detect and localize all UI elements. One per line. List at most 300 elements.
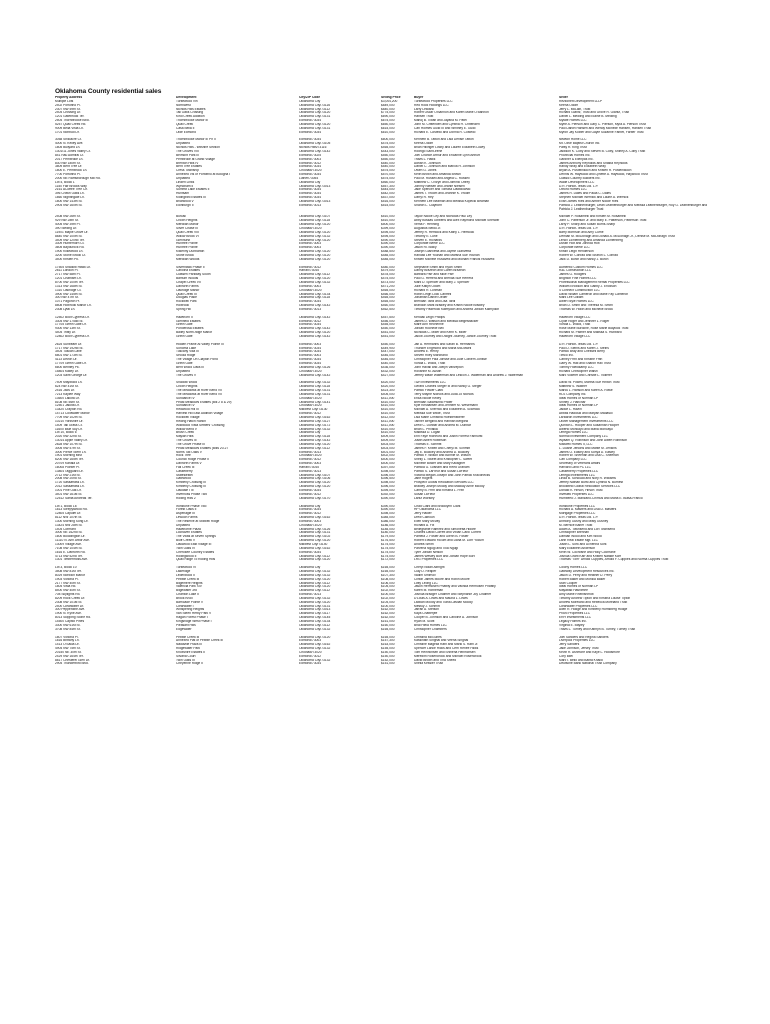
cell-selling-price: $410,000 bbox=[381, 431, 395, 435]
cell-city-zip: Oklahoma City/73112 bbox=[299, 589, 331, 593]
cell-property-address: 2416 Jacs Dr. bbox=[55, 389, 75, 393]
cell-city-zip: Oklahoma City/73132 bbox=[299, 280, 331, 284]
cell-development: Forest Oaks II bbox=[176, 508, 197, 512]
cell-seller: Cory Bilel bbox=[559, 654, 573, 658]
cell-property-address: 4713 NW 52nd Ter. bbox=[55, 554, 83, 558]
cell-city-zip: Oklahoma City/73132 bbox=[299, 573, 331, 577]
cell-property-address: 2000 NE Ramsborough Mill Rd. bbox=[55, 176, 101, 180]
cell-seller: Colony Homes LLC bbox=[559, 566, 588, 570]
cell-property-address: 8013 Skipping Stone Rd. bbox=[55, 616, 91, 620]
cell-property-address: 3304 NW 175dd St. bbox=[55, 319, 84, 323]
cell-buyer: Keena Odom bbox=[414, 142, 434, 146]
cell-seller: Olivier Management Investments LLC bbox=[559, 419, 614, 423]
cell-property-address: 7213 Kaylee Way bbox=[55, 392, 81, 396]
cell-buyer: Robin Leigh Lock Cantrell bbox=[414, 292, 452, 296]
cell-property-address: 3058 Shiloacre Ct. bbox=[55, 138, 82, 142]
cell-development: Bilgewater 3rd bbox=[176, 589, 197, 593]
cell-seller: Larry P. Sharp and Susan Burns-Sharp bbox=[559, 223, 616, 227]
cell-development: Griffin Gate bbox=[176, 334, 193, 338]
cell-buyer: Joshua Bradger Chalmer and Stephanie Joy Chalmer bbox=[414, 593, 492, 597]
cell-property-address: 1701 Nonbud Dr. bbox=[55, 130, 80, 134]
cell-selling-price: $540,000 bbox=[381, 165, 395, 169]
cell-buyer: Cooper B. Johnson and Caroline A. Johnson bbox=[414, 616, 479, 620]
cell-seller: Provincial Homes Inc. bbox=[559, 153, 591, 157]
cell-seller: Amy Marie Rheinshmidt bbox=[559, 593, 594, 597]
cell-city-zip: Edmond/73034 bbox=[299, 300, 322, 304]
cell-city-zip: Choctaw/73020 bbox=[299, 650, 322, 654]
cell-selling-price: $402,000 bbox=[381, 454, 395, 458]
cell-buyer: Patrick Fowler Clark bbox=[414, 389, 444, 393]
cell-selling-price: $410,000 bbox=[381, 404, 395, 408]
cell-city-zip: Oklahoma City/73120 bbox=[299, 250, 331, 254]
cell-selling-price: $465,000 bbox=[381, 288, 395, 292]
cell-selling-price: $510,000 bbox=[381, 219, 395, 223]
cell-selling-price: $409,000 bbox=[381, 435, 395, 439]
cell-development: Rolling Hills 2 bbox=[176, 496, 196, 500]
cell-city-zip: Oklahoma City/73120 bbox=[299, 600, 331, 604]
cell-development: The Groves III bbox=[176, 439, 197, 443]
cell-city-zip: Oklahoma City/73120 bbox=[299, 230, 331, 234]
cell-city-zip: Edmond/73034 bbox=[299, 323, 322, 327]
cell-property-address: 3400 Kristen Pk. bbox=[55, 257, 79, 261]
cell-selling-price: $443,000 bbox=[381, 149, 395, 153]
cell-selling-price: $485,000 bbox=[381, 253, 395, 257]
cell-development: Burcall bbox=[176, 215, 186, 219]
cell-seller: Adam A. Townsend and Lori Townsend bbox=[559, 527, 615, 531]
cell-selling-price: $401,000 bbox=[381, 450, 395, 454]
cell-development: Twin Oaks III bbox=[176, 658, 195, 662]
cell-development: The Groves V bbox=[176, 373, 197, 377]
cell-selling-price: $412,000 bbox=[381, 415, 395, 419]
cell-buyer: Brian Hillinger Lowry and Lauren Elizabeth Lowry bbox=[414, 146, 485, 150]
cell-selling-price: $465,000 bbox=[381, 146, 395, 150]
cell-development: Glenhurst bbox=[176, 238, 191, 242]
cell-selling-price: $550,000 bbox=[381, 153, 395, 157]
cell-buyer: Carl Holmes Guild III and Whitney E. Guild bbox=[414, 126, 476, 130]
cell-city-zip: Oklahoma City/73112 bbox=[299, 554, 331, 558]
cell-property-address: 2404 Crossing Dr. bbox=[55, 111, 82, 115]
cell-development: Aspenagle III bbox=[176, 512, 195, 516]
cell-property-address: 12501 Jakota Dr. bbox=[55, 404, 80, 408]
cell-development: Hidden Prairie At Valley Pointe III bbox=[176, 342, 224, 346]
cell-development: Casa Bella II bbox=[176, 126, 195, 130]
cell-development: Ponderosa Estates bbox=[176, 327, 204, 331]
cell-buyer: Barbara Parr and Mike Parr bbox=[414, 273, 454, 277]
cell-seller: Vonda L. Wood, Trust bbox=[559, 323, 591, 327]
cell-seller: Anthony Gushy and Misty Gushey bbox=[559, 519, 609, 523]
cell-development: Wildwood Vista Settlers' Crossing bbox=[176, 423, 225, 427]
cell-city-zip: Oklahoma City/73120 bbox=[299, 558, 331, 562]
cell-development: Danforth Farms V bbox=[176, 462, 202, 466]
cell-property-address: 2017 Pembroke Ln. bbox=[55, 157, 84, 161]
cell-property-address: 7709 NW 102th St. bbox=[55, 415, 83, 419]
cell-city-zip: Oklahoma City/73120 bbox=[299, 331, 331, 335]
cell-development: Rockwell Village bbox=[176, 415, 200, 419]
cell-buyer: Ellen Mary McVay bbox=[414, 519, 440, 523]
cell-buyer: Christopher Paul Jonsse and Julie Conlern Jonsse bbox=[414, 358, 487, 362]
cell-development: Shadow Wood bbox=[176, 381, 198, 385]
cell-buyer: Larry LeBlanc bbox=[414, 107, 435, 111]
cell-city-zip: Oklahoma City/73120 bbox=[299, 277, 331, 281]
cell-seller: Mayabad Hashimee bbox=[559, 589, 588, 593]
cell-property-address: 4404 Tribly Dr. bbox=[55, 331, 76, 335]
cell-development: The Grove Phase III bbox=[176, 442, 206, 446]
cell-seller: Abbas Hadioud and Maryan Madasol bbox=[559, 412, 613, 416]
cell-property-address: 1800 NW 143th St. bbox=[55, 199, 83, 203]
cell-property-address: 1150 Fair Brooks Way bbox=[55, 184, 87, 188]
cell-selling-price: $450,000 bbox=[381, 342, 395, 346]
cell-development: Belmont Park III bbox=[176, 153, 200, 157]
cell-seller: RLS Company Inc. bbox=[559, 392, 587, 396]
cell-property-address: 16008 Pointer Pl. bbox=[55, 465, 80, 469]
cell-buyer: Patrick S. LaFleur and Susan LaFleur bbox=[414, 469, 469, 473]
cell-selling-price: $400,000 bbox=[381, 462, 395, 466]
cell-seller: Robert W. Sheehan and Lisa C. Sheehan bbox=[559, 454, 619, 458]
cell-seller: Humberto J. Manzano-Chimus and Maria E. Blasa-Franco bbox=[559, 496, 643, 500]
cell-seller: Lenox Lichtenberg and Amanda Lichtenberg bbox=[559, 238, 623, 242]
cell-seller: Marcu L. Hanson and Karen A. Rowe bbox=[559, 389, 613, 393]
cell-development: Danforth Farms bbox=[176, 284, 199, 288]
cell-property-address: 1720 Sassafrass Ln. bbox=[55, 481, 85, 485]
cell-seller: Mary Elizabeth Anderson bbox=[559, 546, 596, 550]
cell-development: Turtlewood VI bbox=[176, 566, 196, 570]
cell-development: Pleasant Hills bbox=[176, 623, 196, 627]
cell-development: Twin Oaks IV bbox=[176, 546, 196, 550]
cell-selling-price: $410,000 bbox=[381, 412, 395, 416]
cell-city-zip: Oklahoma City/73120 bbox=[299, 585, 331, 589]
cell-buyer: Andrea Smith bbox=[414, 542, 434, 546]
cell-seller: Brookfield Global Relocation Services LLC bbox=[559, 485, 621, 489]
cell-city-zip: Edmond/73013 bbox=[299, 469, 322, 473]
cell-property-address: 3005 NW 57th St. bbox=[55, 446, 81, 450]
cell-development: The Groves VIII bbox=[176, 149, 199, 153]
cell-development: Crown Heights bbox=[176, 219, 198, 223]
cell-city-zip: Oklahoma City/73162 bbox=[299, 415, 331, 419]
cell-city-zip: Oklahoma City/73132 bbox=[299, 627, 331, 631]
cell-property-address: 2161 ACoffee Tree Cir. bbox=[55, 188, 88, 192]
cell-city-zip: Edmond/73012 bbox=[299, 458, 322, 462]
cell-selling-price: $157,300 bbox=[381, 639, 395, 643]
cell-city-zip: Edmond/73012 bbox=[299, 161, 322, 165]
cell-selling-price: $420,000 bbox=[381, 381, 395, 385]
cell-buyer: Pamela J. Foster and Glenn B. Foster bbox=[414, 535, 469, 539]
cell-city-zip: Oklahoma City/73120 bbox=[299, 238, 331, 242]
cell-city-zip: Edmond/73034 bbox=[299, 550, 322, 554]
cell-seller: Thomas W. Hollin and Michelle Brock bbox=[559, 307, 613, 311]
cell-selling-price: $450,000 bbox=[381, 327, 395, 331]
cell-seller: Richard M. Palmer and Malissa S. Hubbard bbox=[559, 331, 622, 335]
cell-city-zip: Oklahoma City/73120 bbox=[299, 485, 331, 489]
cell-development: The Villas at Seven Springs bbox=[176, 535, 216, 539]
cell-selling-price: $473,000 bbox=[381, 280, 395, 284]
cell-buyer: Lotty Leong LLC bbox=[414, 581, 438, 585]
cell-city-zip: Edmond/73003 bbox=[299, 246, 322, 250]
cell-buyer: Kenneth Lee Beaman and Melissa Kopecki Beaman bbox=[414, 199, 490, 203]
cell-property-address: 10210 Yorkshire Dr. bbox=[55, 419, 84, 423]
cell-development: Douglas Place bbox=[176, 296, 197, 300]
cell-development: Redwood Hill III bbox=[176, 408, 199, 412]
cell-seller: Paul Daniel Hansen and Wendy Michelle Hansen, Hansen Trust bbox=[559, 126, 652, 130]
cell-selling-price: $410,000 bbox=[381, 400, 395, 404]
cell-city-zip: Edmond/73034 bbox=[299, 188, 322, 192]
cell-selling-price: $455,000 bbox=[381, 323, 395, 327]
cell-seller: Provo Properties LLC bbox=[559, 612, 591, 616]
cell-property-address: 7409 Maywood Ln. bbox=[55, 381, 83, 385]
cell-seller: Paul D. Steins and Karen J. Steins bbox=[559, 346, 609, 350]
cell-selling-price: $495,000 bbox=[381, 230, 395, 234]
cell-buyer: Jason Hermosen Phattity and Valinda Hermosen Phattity bbox=[414, 585, 496, 589]
cell-buyer: Tanner Berglind and Hannah Berglind bbox=[414, 419, 469, 423]
cell-city-zip: Oklahoma City/73126 bbox=[299, 365, 331, 369]
cell-buyer: Kenneth B. Tatton and Lisa Denise Tatton bbox=[414, 138, 474, 142]
cell-selling-price: $410,000 bbox=[381, 427, 395, 431]
cell-property-address: 830 NW 180th St. bbox=[55, 161, 81, 165]
cell-city-zip: Oklahoma City bbox=[299, 180, 321, 184]
cell-seller: Christopher Brennan bbox=[559, 531, 589, 535]
cell-property-address: 300 NW 47th St. bbox=[55, 296, 79, 300]
cell-property-address: 4904 NW 75th St. bbox=[55, 647, 81, 651]
cell-development: Griffin Gate bbox=[176, 323, 193, 327]
cell-selling-price: $440,000 bbox=[381, 362, 395, 365]
cell-development: Cherokee Country Estates bbox=[176, 550, 215, 554]
cell-buyer: Adrian K. Johnson bbox=[414, 161, 441, 165]
cell-buyer: Kaya Chatterjee bbox=[414, 612, 438, 616]
cell-seller: William Erickson and Gabby J. Erickson bbox=[559, 284, 617, 288]
cell-buyer: Taylor Nicole Ley and Nicholas Paul Ley bbox=[414, 215, 472, 219]
cell-seller: David Wiliam Cameron and Marie Fay Cameron bbox=[559, 292, 629, 296]
cell-seller: Ironstone Properties LLC bbox=[559, 504, 596, 508]
cell-development: Unplatted bbox=[176, 523, 190, 527]
cell-buyer: Joseph Gianvetta and Jayme Gianvetta bbox=[414, 250, 471, 254]
cell-city-zip: Midwest City/73140 bbox=[299, 542, 328, 546]
cell-property-address: 13014 Apple Valley Dr. bbox=[55, 439, 88, 443]
cell-buyer: Jane Rogers bbox=[414, 477, 433, 481]
cell-property-address: 11110 N. Ann Arbor Ave. bbox=[55, 539, 90, 543]
cell-selling-price: $155,000 bbox=[381, 647, 395, 651]
cell-property-address: 3404 Tuscan Lane bbox=[55, 350, 82, 354]
cell-selling-price: $396,000 bbox=[381, 473, 395, 477]
cell-city-zip: Oklahoma City/73132 bbox=[299, 570, 331, 574]
cell-city-zip: Oklahoma City/73132 bbox=[299, 381, 331, 385]
cell-seller: Wyaam Q. Robinson and John Albert Robinson bbox=[559, 439, 628, 443]
cell-buyer: Erika Nicole Kelley bbox=[414, 396, 442, 400]
cell-property-address: 2904 NW 160th St. bbox=[55, 203, 83, 207]
cell-property-address: 2012 Sassafrass Ln. bbox=[55, 485, 85, 489]
cell-city-zip: Oklahoma City/73112 bbox=[299, 273, 331, 277]
cell-selling-price: $405,000 bbox=[381, 392, 395, 396]
cell-seller: Demian M. McDonagh and Donald A. McDonagh Jr., Denise M. McDonagh Trust bbox=[559, 234, 675, 238]
cell-buyer: Thunder Engmond and Maria McDowell bbox=[414, 346, 472, 350]
cell-property-address: 4000 N. Kelley Ave. bbox=[55, 142, 84, 146]
cell-buyer: Clifton James Moore and Robin Moore bbox=[414, 577, 470, 581]
cell-city-zip: Oklahoma City/73120 bbox=[299, 442, 331, 446]
cell-buyer: Vonda L. Wood, Trust bbox=[414, 362, 446, 365]
cell-selling-price: $420,000 bbox=[381, 385, 395, 389]
cell-city-zip: Edmond/73003 bbox=[299, 284, 322, 288]
cell-seller: Liverpool Properties LLC bbox=[559, 639, 595, 643]
cell-seller: Ideal Homes of Norman LP bbox=[559, 585, 599, 589]
cell-buyer: Timothy Paderock Kalmydon and Andrea Jordan Kalmydon bbox=[414, 307, 500, 311]
cell-buyer: Thomas E. Schmitt bbox=[414, 442, 442, 446]
cell-selling-price: $432,000 bbox=[381, 369, 395, 373]
cell-seller: Shirley J. Hanchar bbox=[559, 400, 586, 404]
cell-seller: Brian D. Smith and Theresa M. Smith bbox=[559, 304, 613, 308]
cell-city-zip: Oklahoma City bbox=[299, 99, 321, 103]
cell-city-zip: Choctaw/73020 bbox=[299, 369, 322, 373]
cell-buyer: Ryan M. Scott bbox=[414, 620, 435, 623]
cell-property-address: 3708 NW 84th St. bbox=[55, 627, 81, 631]
cell-buyer: Travis L. Hawk bbox=[414, 157, 436, 161]
cell-seller: Kristin Leigh Henderson bbox=[559, 250, 594, 254]
cell-property-address: 2307 NW 59th St. bbox=[55, 107, 81, 111]
cell-selling-price: $557,300 bbox=[381, 184, 395, 188]
cell-seller: Kevin R. Ashmore and Kaye L. Holdsmore bbox=[559, 650, 620, 654]
cell-seller: Virginia E. Bayley bbox=[559, 623, 585, 627]
cell-buyer: Jordan Rochelle Bell bbox=[414, 327, 444, 331]
cell-seller: Hawthorn Village LLC bbox=[559, 315, 591, 319]
cell-development: Fall Creek III bbox=[176, 465, 195, 469]
cell-buyer: Drew C. Dunbar and Andrea M. Dunbar bbox=[414, 423, 471, 427]
cell-city-zip: Oklahoma City/73132 bbox=[299, 234, 331, 238]
cell-city-zip: Edmond/73034 bbox=[299, 346, 322, 350]
cell-seller: Classic Country Builders Inc. bbox=[559, 176, 601, 180]
cell-city-zip: Edmond/73034 bbox=[299, 119, 322, 123]
cell-development: Olde Edmond bbox=[176, 130, 196, 134]
cell-selling-price: $396,500 bbox=[381, 477, 395, 481]
cell-buyer: Kassinath Singhal and Veena Singhal bbox=[414, 639, 469, 643]
cell-property-address: 17505 Shadow Hawk Ln. bbox=[55, 265, 92, 269]
cell-property-address: 1804 Vista Rd. bbox=[55, 585, 77, 589]
page-title: Oklahoma County residential sales bbox=[55, 88, 162, 95]
cell-city-zip: Oklahoma City/73131 bbox=[299, 389, 331, 393]
cell-buyer: Darryl R. Rey bbox=[414, 196, 434, 200]
cell-development: Sonoma Lake bbox=[176, 346, 197, 350]
cell-selling-price: $150,000 bbox=[381, 650, 395, 654]
cell-development: Classen Parkway South bbox=[176, 273, 211, 277]
cell-seller: Mt. Olive Baptist Church Inc. bbox=[559, 142, 601, 146]
cell-seller: D.R. Horton-Texas Ltd. L.P. bbox=[559, 516, 599, 520]
cell-city-zip: Harrah/73045 bbox=[299, 465, 319, 469]
cell-property-address: 6801 NW 173th St. bbox=[55, 354, 83, 358]
cell-city-zip: Edmond/73012 bbox=[299, 492, 322, 496]
cell-selling-price: $423,300 bbox=[381, 389, 395, 393]
cell-development: Unplatted bbox=[176, 369, 190, 373]
cell-seller: Newton Home LLC bbox=[559, 138, 587, 142]
cell-city-zip: Edmond/73013 bbox=[299, 593, 322, 597]
cell-buyer: John M. Crittenden and Cynthia H. Crittenden bbox=[414, 122, 480, 126]
cell-seller: Alberto Moncayo and Maria Moncayo bbox=[559, 427, 613, 431]
cell-property-address: 13804 Tagguard Dr. bbox=[55, 469, 84, 473]
cell-seller: D.R. Horton-Texas Ltd. L.P. bbox=[559, 227, 599, 230]
cell-selling-price: $488,500 bbox=[381, 250, 395, 254]
cell-buyer: T&H Investments LLC bbox=[414, 381, 446, 385]
cell-property-address: 20150 NE 30th St. bbox=[55, 650, 82, 654]
cell-property-address: 3000 Pierce Stern Ln. bbox=[55, 450, 87, 454]
cell-development: Tall Oaks Crossing bbox=[176, 111, 204, 115]
cell-selling-price: $152,000 bbox=[381, 658, 395, 662]
cell-property-address: 3000 NE 162nd St. bbox=[55, 531, 83, 535]
cell-selling-price: $475,000 bbox=[381, 142, 395, 146]
cell-seller: John C. Patterson Jr. and Mary E. Patterson, Patterson Trust bbox=[559, 219, 647, 223]
cell-selling-price: $457,500 bbox=[381, 315, 395, 319]
cell-selling-price: $480,000 bbox=[381, 265, 395, 269]
cell-buyer: Paul M. Russell and Angela C. Russell bbox=[414, 176, 470, 180]
cell-buyer: Shelly L. Sweet and Kristopher L. Sweet bbox=[414, 458, 472, 462]
cell-selling-price: $446,000 bbox=[381, 354, 395, 358]
cell-city-zip: Edmond/73034 bbox=[299, 489, 322, 492]
cell-seller: Mark Lee Gilliam bbox=[559, 296, 584, 300]
cell-buyer: Lantz Worsley bbox=[414, 496, 435, 500]
cell-city-zip: Oklahoma City/73120 bbox=[299, 223, 331, 227]
cell-seller: Marc Vollerer and Christie L. Vollerer bbox=[559, 373, 612, 377]
cell-selling-price: $395,000 bbox=[381, 489, 395, 492]
cell-selling-price: $390,000 bbox=[381, 508, 395, 512]
cell-buyer: Keith Brown and Amanda Brown bbox=[414, 173, 461, 177]
cell-selling-price: $397,000 bbox=[381, 465, 395, 469]
sales-table bbox=[55, 96, 715, 666]
cell-development: Willow Brook VI bbox=[176, 234, 199, 238]
table-row bbox=[55, 662, 715, 666]
cell-city-zip: Edmond/73003 bbox=[299, 342, 322, 346]
cell-property-address: 2400 Clearwater Dr. bbox=[55, 604, 84, 608]
cell-seller: Gardner & Ellenpas Inc. bbox=[559, 157, 594, 161]
cell-seller: Robert W. Conrad and Sharon L. Conrad bbox=[559, 253, 618, 257]
cell-seller: James G. Rodgers bbox=[559, 273, 587, 277]
cell-development: Sundance IV bbox=[176, 396, 195, 400]
cell-selling-price: $180,000 bbox=[381, 531, 395, 535]
cell-city-zip: Oklahoma City bbox=[299, 504, 321, 508]
cell-seller: Thomas "Tom" Arnold Cupples, Arnold F. Cupples and Norma Cupples Trust bbox=[559, 558, 669, 562]
cell-selling-price: $427,000 bbox=[381, 373, 395, 377]
cell-selling-price: $575,000 bbox=[381, 176, 395, 180]
cell-city-zip: Oklahoma City/73131 bbox=[299, 115, 331, 119]
cell-development: Silverhawk Phase II bbox=[176, 265, 205, 269]
cell-selling-price: $447,000 bbox=[381, 350, 395, 354]
cell-property-address: 3409 NW 120nd Ter. bbox=[55, 238, 85, 242]
cell-city-zip: Oklahoma City/73142 bbox=[299, 439, 331, 443]
cell-city-zip: Oklahoma City/73170 bbox=[299, 496, 331, 500]
cell-seller: Robert Baker and Monica Baker bbox=[559, 577, 606, 581]
cell-city-zip: Choctaw/73020 bbox=[299, 523, 322, 527]
cell-development: Summit Lake Estates II bbox=[176, 188, 210, 192]
cell-seller: Donald K. Hirsch, Hirsch Trust bbox=[559, 489, 603, 492]
cell-selling-price: $475,000 bbox=[381, 277, 395, 281]
cell-city-zip: Oklahoma City/73106 bbox=[299, 477, 331, 481]
cell-city-zip: Oklahoma City/73120 bbox=[299, 577, 331, 581]
cell-seller: D.R. Horton-Texas Ltd. L.P. bbox=[559, 184, 599, 188]
cell-buyer: Joel Chance Arthur and Ericanne Lynn Arthurt bbox=[414, 153, 481, 157]
cell-development: Edgewater bbox=[176, 627, 192, 631]
cell-development: Invernoss Phase Two bbox=[176, 492, 208, 496]
cell-property-address: 14500 Capitol Pines bbox=[55, 620, 85, 623]
cell-selling-price: $570,000 bbox=[381, 173, 395, 177]
cell-buyer: James F. Kribelt and Cheryl M. Schmitt bbox=[414, 446, 470, 450]
cell-seller: Daniel L. Medling and Elaine B. Medling bbox=[559, 115, 617, 119]
cell-development: Cress Township bbox=[176, 169, 199, 173]
cell-city-zip: Oklahoma City/73118 bbox=[299, 385, 331, 389]
cell-property-address: 1600 Bloodington Dr. bbox=[55, 535, 86, 539]
cell-buyer: Steven E. Richards bbox=[414, 238, 442, 242]
cell-buyer: Julie Katlyn Odom bbox=[414, 284, 441, 288]
cell-property-address: 1903 Victoria Pl. bbox=[55, 577, 79, 581]
cell-city-zip: Edmond/73012 bbox=[299, 319, 322, 323]
cell-selling-price: $3,004,200 bbox=[381, 99, 398, 103]
cell-seller: Gateway Development Resources Inc. bbox=[559, 570, 615, 574]
cell-city-zip: Oklahoma City/73118 bbox=[299, 296, 331, 300]
cell-city-zip: Oklahoma City/73127 bbox=[299, 419, 331, 423]
cell-development: Bluff Creek V bbox=[176, 539, 196, 543]
cell-buyer: Matthew C. O'Bryn and Dominic Obrey bbox=[414, 180, 470, 184]
